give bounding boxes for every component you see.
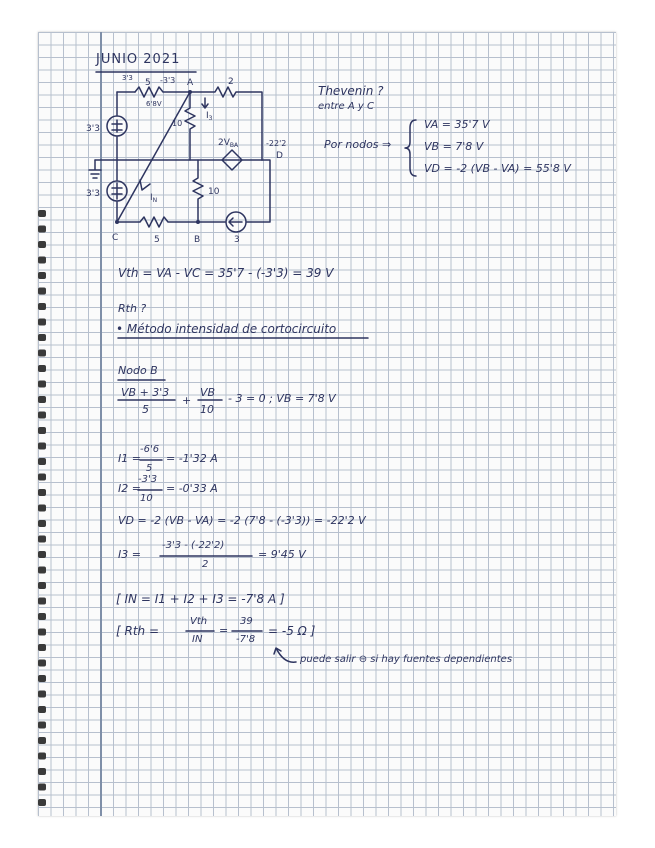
label-small-68: 6'8V [146,100,162,108]
result-vd: VD = -2 (VB - VA) = 55'8 V [424,162,571,175]
binding-hole [38,396,46,403]
label-node-a: A [187,78,194,88]
i1-result: = -1'32 A [166,452,218,465]
binding-hole [38,350,46,357]
binding-hole [38,427,46,434]
rth-den2: -7'8 [236,634,256,645]
binding-hole [38,489,46,496]
binding-hole [38,443,46,450]
label-r2: 2 [228,77,234,87]
thevenin-entre: entre A y C [318,101,374,112]
binding-hole [38,474,46,481]
rth-eq: = [219,624,229,637]
binding-hole [38,768,46,775]
binding-hole [38,288,46,295]
resistor-5-top [135,87,190,97]
i3-den: 2 [202,559,209,570]
node-c-dot [115,220,119,224]
binding-hole [38,319,46,326]
label-current-source: 3 [234,235,240,245]
nodo-b-rest: - 3 = 0 ; VB = 7'8 V [228,392,336,405]
rth-num2: 39 [240,616,253,627]
node-a-dot [188,90,192,94]
comment-arrow-icon [274,648,296,662]
page-title: JUNIO 2021 [96,52,181,67]
label-i3: $I_3$ [206,111,213,122]
result-vb: VB = 7'8 V [424,140,484,153]
binding-hole [38,675,46,682]
binding-hole [38,629,46,636]
binding-hole [38,660,46,667]
i3-result: = 9'45 V [258,548,306,561]
binding-hole [38,644,46,651]
binding-hole [38,505,46,512]
label-r10-bottom: 10 [208,187,220,197]
label-small-33: 3'3 [122,74,133,82]
resistor-10-top [185,92,195,160]
vd-line: VD = -2 (VB - VA) = -2 (7'8 - (-3'3)) = -22'2 V [118,514,366,527]
i2-num: -3'3 [138,474,158,485]
i3-arrow-icon [202,98,208,108]
circuit-diagram [86,74,286,245]
rth-lhs: [ Rth = [116,624,160,638]
binding-hole [38,784,46,791]
label-node-c: C [112,233,119,243]
binding-hole [38,365,46,372]
binding-hole [38,737,46,744]
i3-num: -3'3 - (-22'2) [162,540,225,551]
source-top-symbol [112,120,122,132]
nodo-b-num2: VB [200,386,216,399]
binding-hole [38,613,46,620]
label-d-value: -22'2 [266,139,287,148]
binding-hole [38,381,46,388]
resistor-10-bottom [193,160,203,222]
result-va: VA = 35'7 V [424,118,490,131]
por-nodos: Por nodos ⇒ [324,138,392,151]
rth-question: Rth ? [118,302,147,315]
i1-num: -6'6 [140,444,160,455]
i2-lhs: I2 = [118,482,141,495]
nodo-b-num1: VB + 3'3 [121,386,170,399]
binding-hole [38,303,46,310]
label-r10-top: 10 [172,119,183,128]
binding-hole [38,567,46,574]
i2-result: = -0'33 A [166,482,218,495]
ground-symbol [89,160,101,178]
vth-line: Vth = VA - VC = 35'7 - (-3'3) = 39 V [118,266,334,280]
binding-hole [38,226,46,233]
current-source-arrow [229,218,242,226]
binding-hole [38,598,46,605]
in-arrow-icon [140,180,150,190]
i2-den: 10 [140,493,153,504]
rth-result: = -5 Ω ] [268,624,316,638]
binding-hole [38,412,46,419]
binding-hole [38,241,46,248]
binding-hole [38,551,46,558]
metodo-heading: • Método intensidad de cortocircuito [116,322,337,336]
binding-hole [38,458,46,465]
node-b-dot [196,220,200,224]
binding-hole [38,520,46,527]
source-bottom-symbol [112,183,122,199]
binding-hole [38,582,46,589]
binding-hole [38,536,46,543]
i1-den: 5 [146,463,153,474]
label-in: $I_N$ [150,193,158,204]
label-node-b: B [194,235,201,245]
binding-hole [38,210,46,217]
binding-hole [38,272,46,279]
resistor-2 [190,87,262,160]
label-v-bottom: 3'3 [86,189,100,199]
rth-num1: Vth [190,616,208,627]
results-brace [405,120,416,176]
label-v-top: 3'3 [86,124,100,134]
binding-hole [38,257,46,264]
label-node-d: D [276,151,283,161]
spiral-binding [38,210,46,806]
rth-den1: IN [192,634,203,645]
nodo-b-plus: + [182,394,192,407]
label-r5-top: 5 [145,78,151,88]
label-r5-annot: -3'3 [160,76,176,85]
binding-hole [38,722,46,729]
comment-note: puede salir ⊖ si hay fuentes dependientes [300,654,513,665]
i3-lhs: I3 = [118,548,141,561]
binding-hole [38,799,46,806]
label-dep-source: $2V_{BA}$ [218,138,239,149]
resistor-5-bottom [117,217,198,227]
label-r5-bottom: 5 [154,235,160,245]
thevenin-question: Thevenin ? [318,84,384,98]
nodo-b-den1: 5 [142,403,149,416]
binding-hole [38,334,46,341]
in-line: [ IN = I1 + I2 + I3 = -7'8 A ] [116,592,285,606]
nodo-b-den2: 10 [200,403,214,416]
binding-hole [38,691,46,698]
nodo-b-heading: Nodo B [118,364,158,377]
i1-lhs: I1 = [118,452,141,465]
binding-hole [38,706,46,713]
binding-hole [38,753,46,760]
